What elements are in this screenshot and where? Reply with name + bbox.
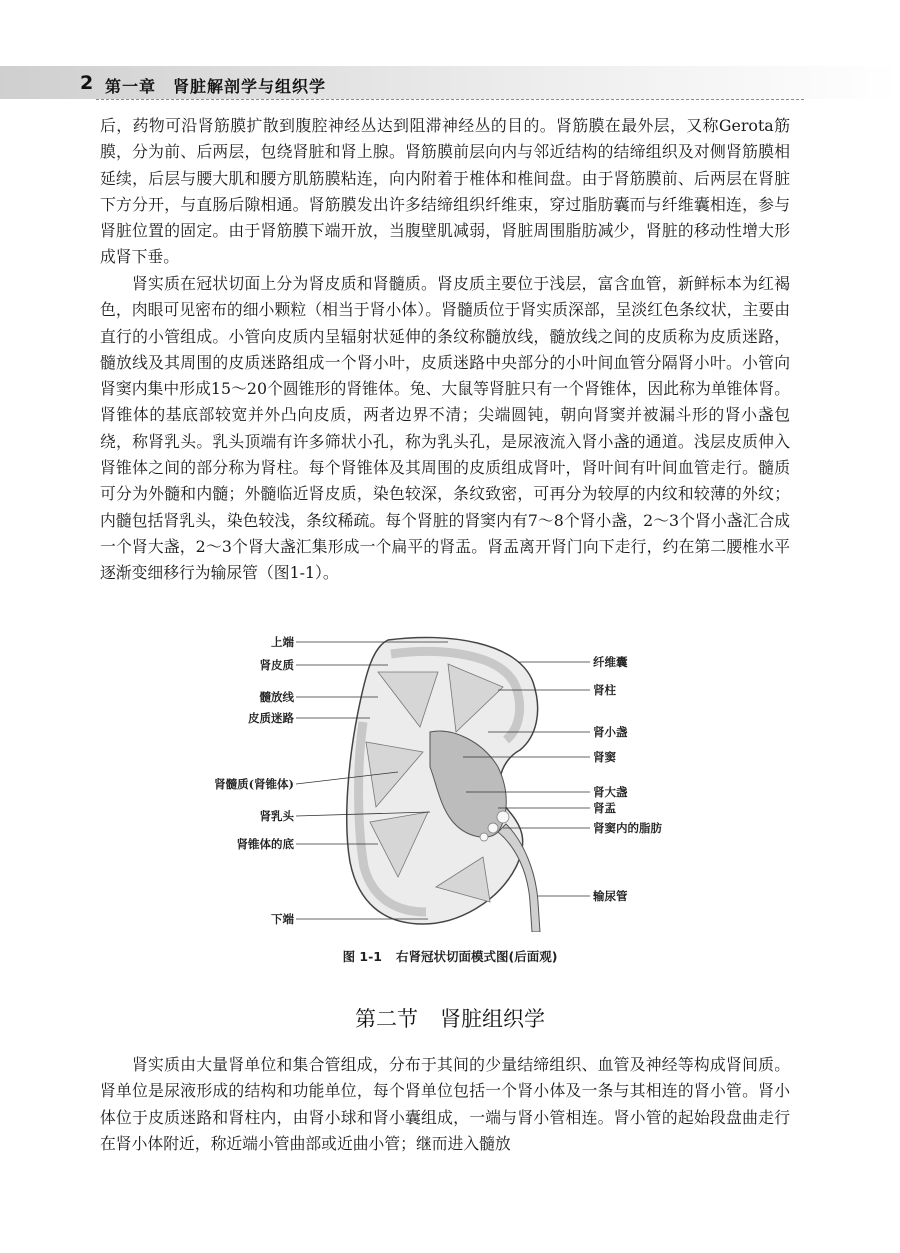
- section-title-text: 肾脏组织学: [440, 1007, 545, 1031]
- chapter-title: 第一章 肾脏解剖学与组织学: [105, 77, 327, 96]
- label-renal-medulla: 肾髓质(肾锥体): [214, 777, 294, 791]
- label-pyramid-base: 肾锥体的底: [236, 837, 294, 851]
- figure-caption: [0, 947, 900, 965]
- label-renal-pelvis: 肾盂: [593, 801, 616, 815]
- label-renal-column: 肾柱: [593, 683, 616, 697]
- header-rule: [96, 99, 804, 100]
- kidney-coronal-section-figure: [198, 632, 698, 932]
- figure-caption-text: 右肾冠状切面模式图(后面观): [396, 949, 558, 964]
- section-number: 第二节: [355, 1007, 418, 1031]
- paragraph-renal-fascia: 后，药物可沿肾筋膜扩散到腹腔神经丛达到阻滞神经丛的目的。肾筋膜在最外层，又称Gerota筋膜，分为前、后两层，包绕肾脏和肾上腺。肾筋膜前层向内与邻近结构的结缔组织及对侧肾筋膜相延续，后层与腰大肌和腰方肌筋膜粘连，向内附着于椎体和椎间盘。由于肾筋膜前、后两层在肾脏下方分开，与直肠后隙相通。肾筋膜发出许多结缔组织纤维束，穿过脂肪囊而与纤维囊相连，参与肾脏位置的固定。由于肾筋膜下端开放，当腹壁肌减弱，肾脏周围脂肪减少，肾脏的移动性增大形成肾下垂。: [100, 116, 790, 267]
- label-renal-papilla: 肾乳头: [259, 809, 294, 823]
- label-cortical-labyrinth: 皮质迷路: [248, 711, 294, 725]
- paragraph-renal-parenchyma: 肾实质在冠状切面上分为肾皮质和肾髓质。肾皮质主要位于浅层，富含血管，新鲜标本为红褐色，肉眼可见密布的细小颗粒（相当于肾小体）。肾髓质位于肾实质深部，呈淡红色条纹状，主要由直行的小管组成。小管向皮质内呈辐射状延伸的条纹称髓放线，髓放线之间的皮质称为皮质迷路，髓放线及其周围的皮质迷路组成一个肾小叶，皮质迷路中央部分的小叶间血管分隔肾小叶。小管向肾窦内集中形成15～20个圆锥形的肾锥体。兔、大鼠等肾脏只有一个肾锥体，因此称为单锥体肾。肾锥体的基底部较宽并外凸向皮质，两者边界不清；尖端圆钝，朝向肾窦并被漏斗形的肾小盏包绕，称肾乳头。乳头顶端有许多筛状小孔，称为乳头孔，是尿液流入肾小盏的通道。浅层皮质伸入肾锥体之间的部分称为肾柱。每个肾锥体及其周围的皮质组成肾叶，肾叶间有叶间血管走行。髓质可分为外髓和内髓；外髓临近肾皮质，染色较深，条纹致密，可再分为较厚的内纹和较薄的外纹；内髓包括肾乳头，染色较浅，条纹稀疏。每个肾脏的肾窦内有7～8个肾小盏，2～3个肾小盏汇合成一个肾大盏，2～3个肾大盏汇集形成一个扁平的肾盂。肾盂离开肾门向下走行，约在第二腰椎水平逐渐变细移行为输尿管（图1-1）。: [100, 274, 790, 583]
- figure-number: 图 1-1: [342, 949, 382, 964]
- page-number: 2: [80, 72, 94, 94]
- label-lower-pole: 下端: [271, 912, 294, 926]
- label-renal-cortex: 肾皮质: [259, 658, 294, 672]
- label-sinus-fat: 肾窦内的脂肪: [593, 821, 662, 835]
- label-medullary-rays: 髓放线: [259, 690, 294, 704]
- label-minor-calyx: 肾小盏: [593, 725, 628, 739]
- label-renal-sinus: 肾窦: [593, 750, 616, 764]
- label-fibrous-capsule: 纤维囊: [593, 655, 628, 669]
- section-heading: [0, 1003, 900, 1033]
- paragraph-nephron: 肾实质由大量肾单位和集合管组成，分布于其间的少量结缔组织、血管及神经等构成肾间质。肾单位是尿液形成的结构和功能单位，每个肾单位包括一个肾小体及一条与其相连的肾小管。肾小体位于皮质迷路和肾柱内，由肾小球和肾小囊组成，一端与肾小管相连。肾小管的起始段盘曲走行在肾小体附近，称近端小管曲部或近曲小管；继而进入髓放: [100, 1055, 790, 1153]
- label-major-calyx: 肾大盏: [593, 785, 628, 799]
- running-header: [0, 66, 900, 99]
- label-upper-pole: 上端: [271, 635, 294, 649]
- label-ureter: 输尿管: [593, 889, 628, 903]
